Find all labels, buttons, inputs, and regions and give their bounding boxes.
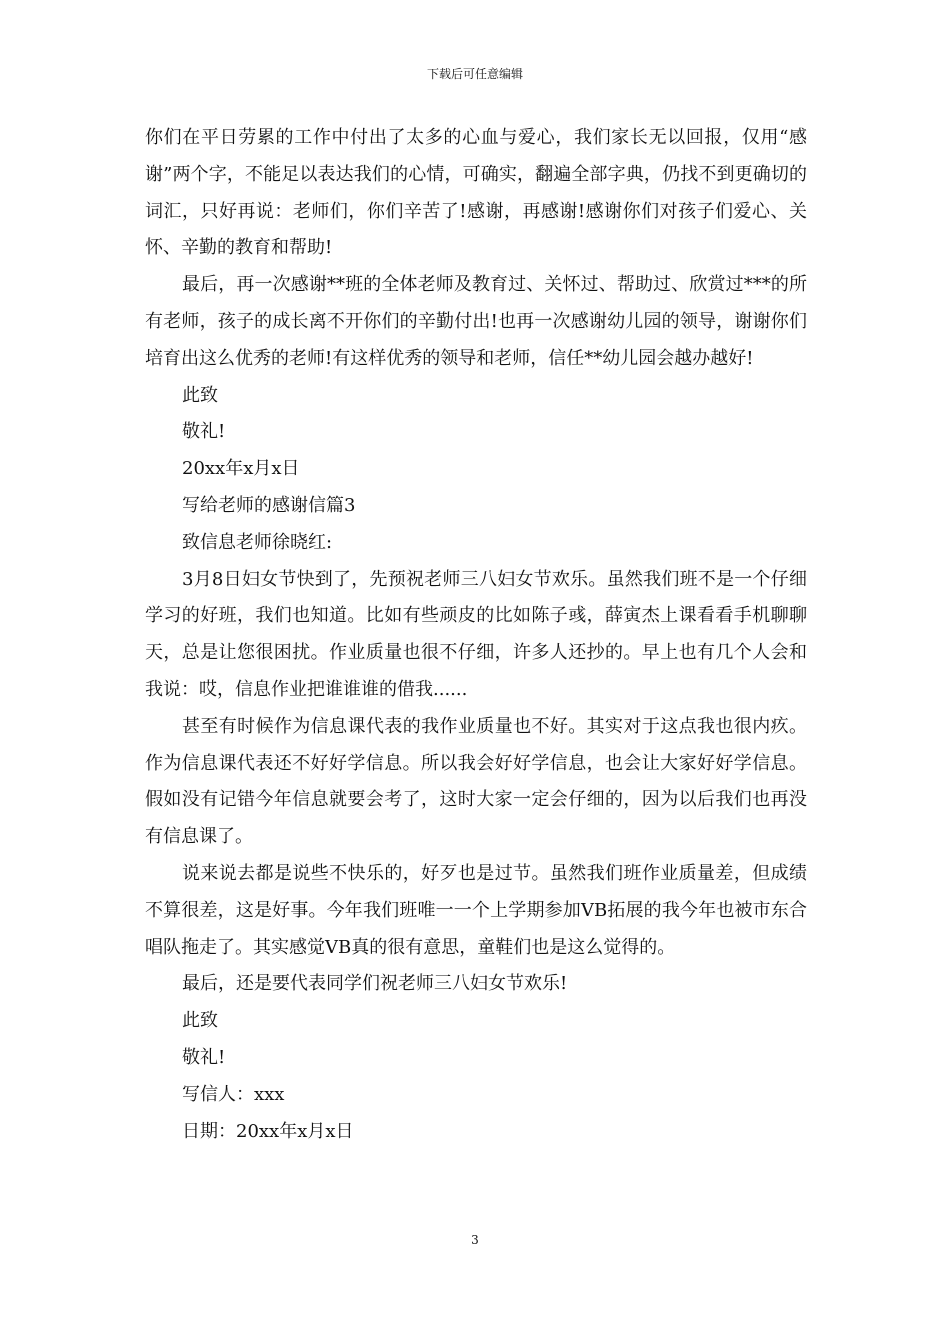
letter-greeting: 致信息老师徐晓红: (182, 531, 333, 553)
paragraph: 说来说去都是说些不快乐的，好歹也是过节。虽然我们班作业质量差，但成绩不算很差，这是好事。今年我们班唯一一个上学期参加VB拓展的我今年也被市东合唱队拖走了。其实感觉VB真的很有意思，童鞋们也是这么觉得的。 (145, 862, 807, 958)
page-number: 3 (471, 1233, 479, 1247)
paragraph: 3月8日妇女节快到了，先预祝老师三八妇女节欢乐。虽然我们班不是一个仔细学习的好班，我们也知道。比如有些顽皮的比如陈子彧，薛寅杰上课看看手机聊聊天，总是让您很困扰。作业质量也很不仔细，许多人还抄的。早上也有几个人会和我说：哎，信息作业把谁谁谁的借我...... (145, 568, 807, 700)
page-header: 下载后可任意编辑 (426, 67, 523, 81)
closing-regards: 敬礼! (182, 421, 226, 443)
closing-salutation: 此致 (182, 1010, 218, 1032)
document-body (145, 120, 807, 1150)
closing-regards: 敬礼! (182, 1046, 226, 1068)
section-title: 写给老师的感谢信篇3 (182, 494, 356, 516)
paragraph: 最后，再一次感谢**班的全体老师及教育过、关怀过、帮助过、欣赏过***的所有老师，孩子的成长离不开你们的辛勤付出!也再一次感谢幼儿园的领导，谢谢你们培育出这么优秀的老师!有这样优秀的领导和老师，信任**幼儿园会越办越好! (145, 274, 807, 369)
paragraph: 甚至有时候作为信息课代表的我作业质量也不好。其实对于这点我也很内疚。作为信息课代表还不好好学信息。所以我会好好学信息，也会让大家好好学信息。假如没有记错今年信息就要会考了，这时大家一定会仔细的，因为以后我们也再没有信息课了。 (145, 715, 807, 848)
letter-date: 20xx年x月x日 (182, 458, 300, 480)
paragraph: 你们在平日劳累的工作中付出了太多的心血与爱心，我们家长无以回报，仅用“感谢”两个字，不能足以表达我们的心情，可确实，翻遍全部字典，仍找不到更确切的词汇，只好再说：老师们，你们辛苦了!感谢，再感谢!感谢你们对孩子们爱心、关怀、辛勤的教育和帮助! (145, 127, 807, 259)
closing-salutation: 此致 (182, 384, 218, 406)
letter-date: 日期：20xx年x月x日 (182, 1120, 354, 1142)
paragraph: 最后，还是要代表同学们祝老师三八妇女节欢乐! (182, 973, 568, 995)
letter-signature: 写信人：xxx (182, 1083, 285, 1105)
